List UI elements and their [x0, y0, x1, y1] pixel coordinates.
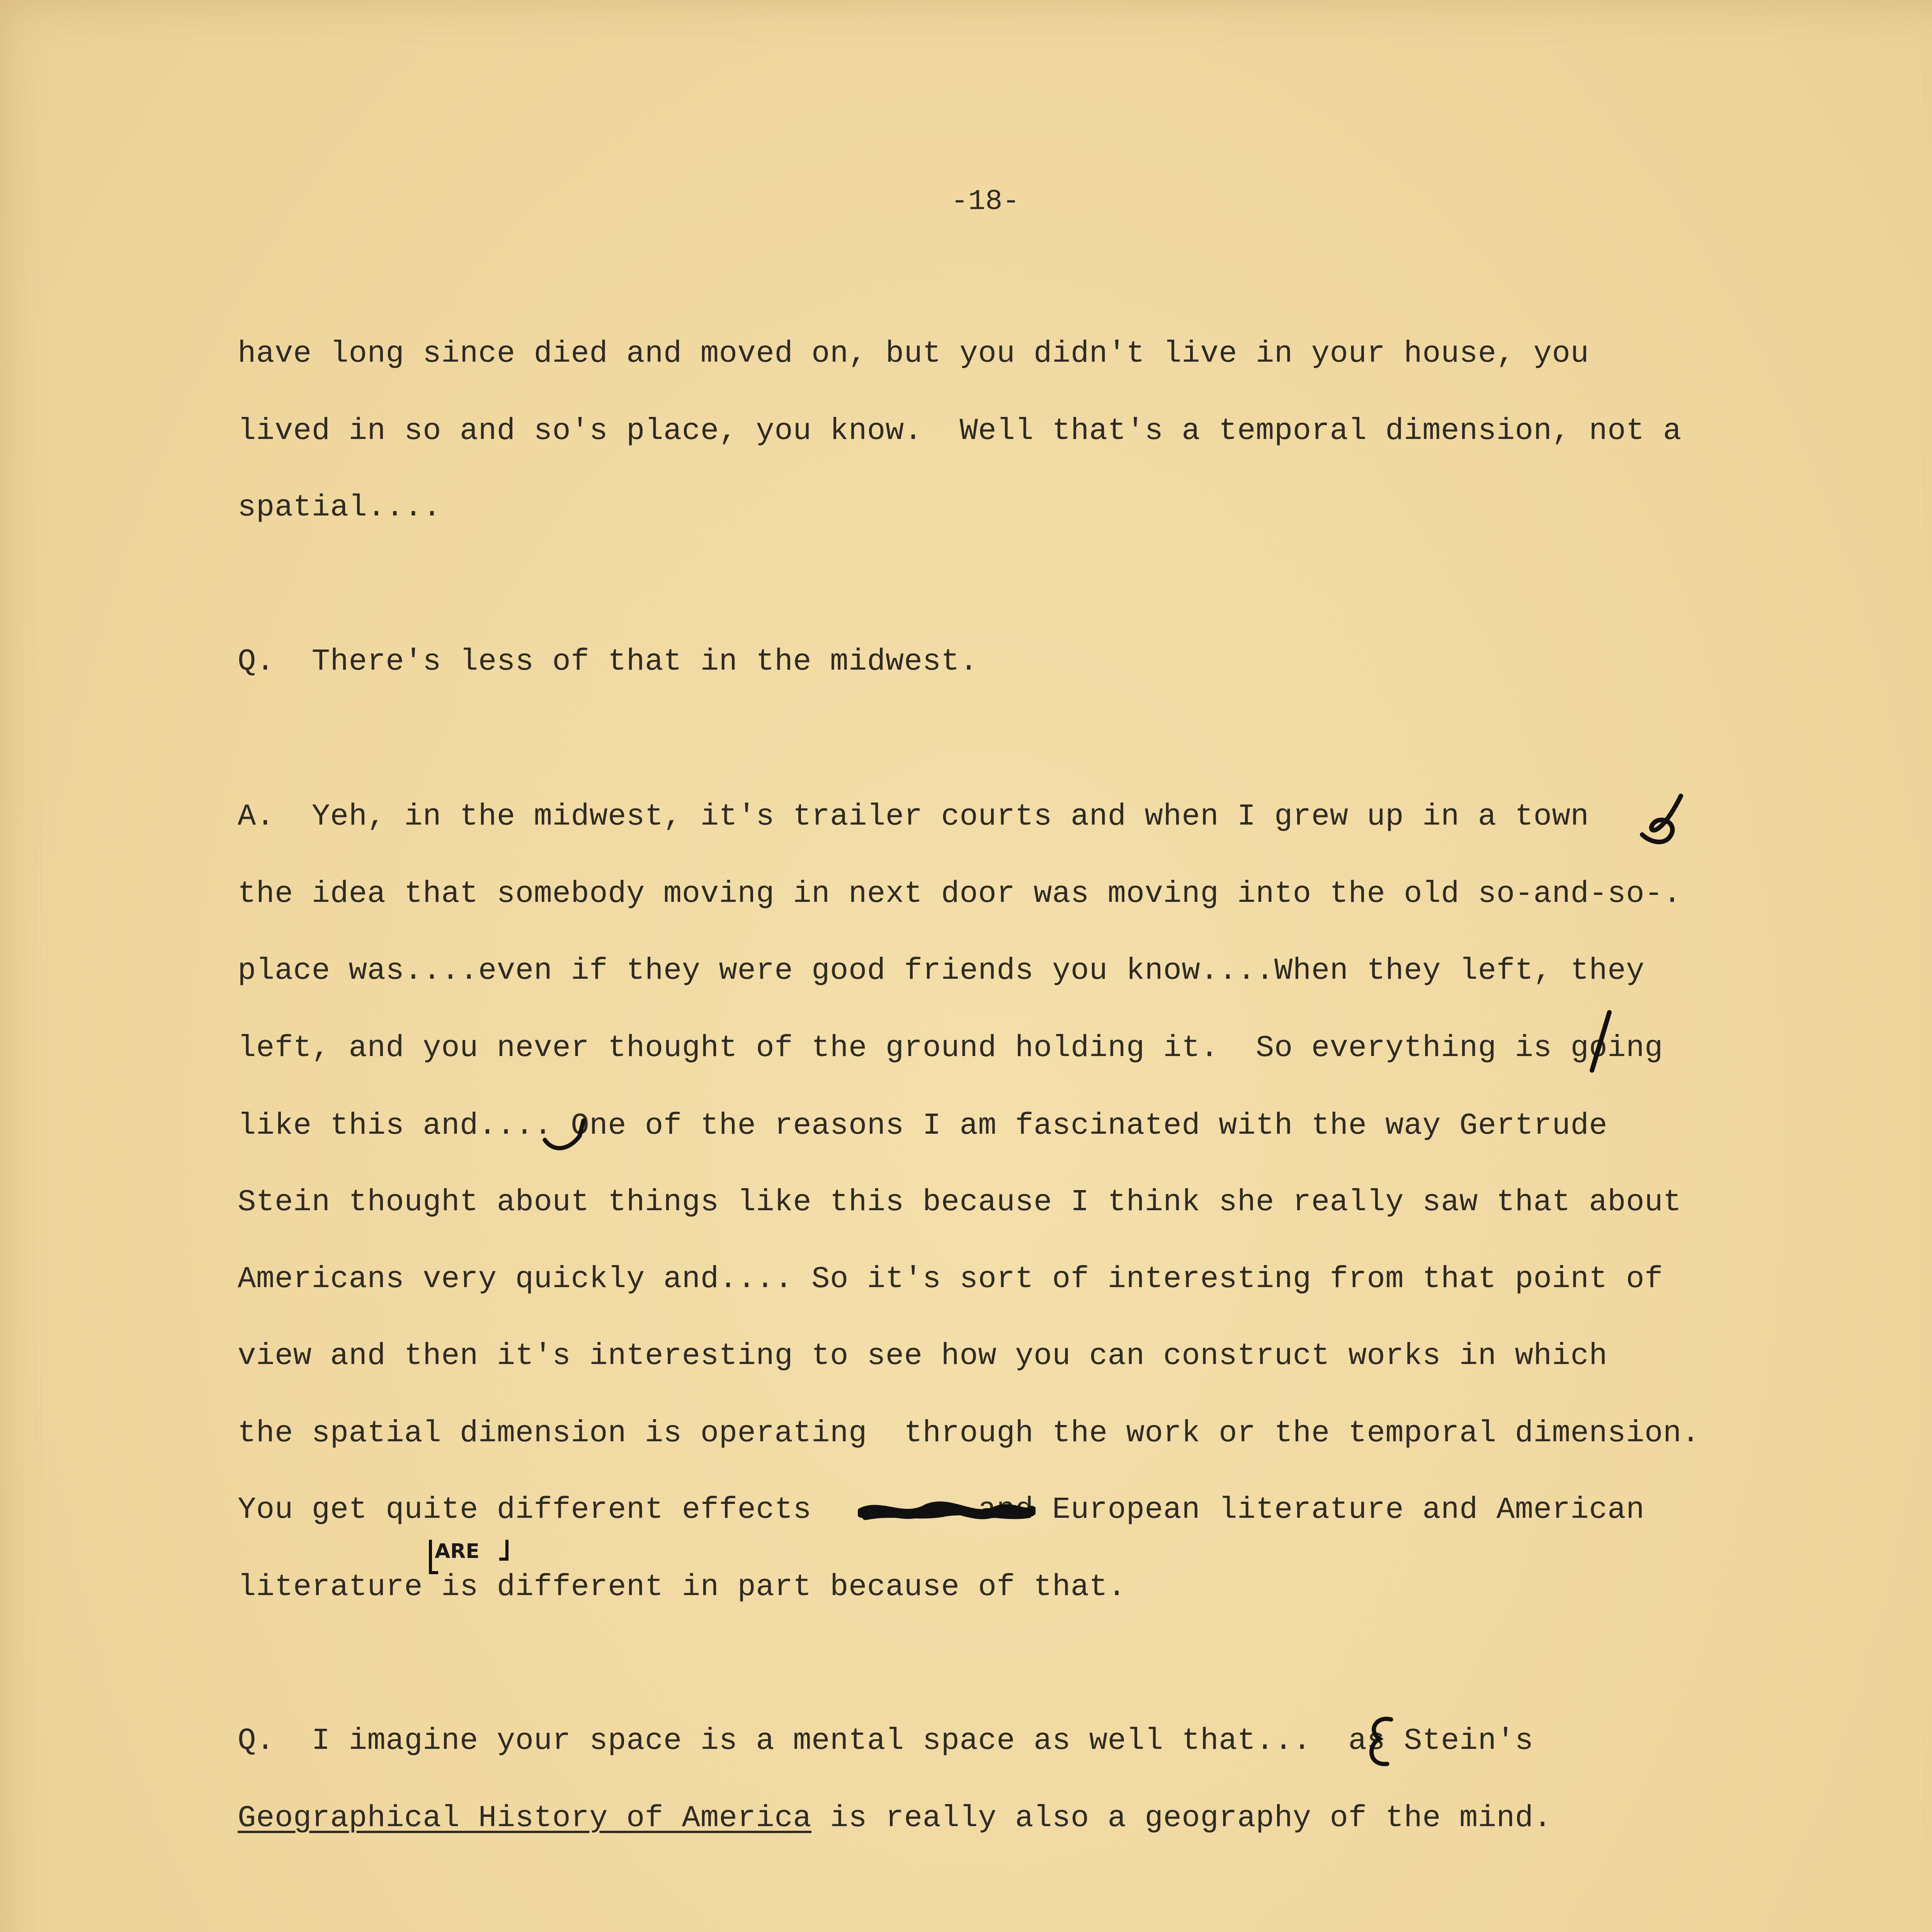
answer-line-2: the idea that somebody moving in next door was moving into the old so-and-so-.: [238, 876, 1682, 911]
text-line-3: spatial....: [238, 490, 441, 525]
answer-line-3: place was....even if they were good friends you know....When they left, they: [238, 953, 1645, 988]
answer-line-10: You get quite different effects and European literature and American: [238, 1492, 1645, 1527]
pen-insert-mark-1: [1634, 788, 1689, 854]
answer-line-5: like this and.... One of the reasons I am fascinated with the way Gertrude: [238, 1108, 1608, 1143]
answer-line-8: view and then it's interesting to see how you can construct works in which: [238, 1338, 1608, 1373]
answer-line-7: Americans very quickly and.... So it's sort of interesting from that point of: [238, 1262, 1663, 1296]
question-line-1: Q. There's less of that in the midwest.: [238, 644, 978, 679]
answer-line-1: A. Yeh, in the midwest, it's trailer courts and when I grew up in a town: [238, 799, 1589, 834]
book-title: Geographical History of America: [238, 1801, 812, 1835]
handwritten-insert: ARE: [435, 1540, 480, 1563]
page-number: -18-: [951, 185, 1020, 218]
question-line-3-rest: is really also a geography of the mind.: [811, 1801, 1552, 1835]
question-line-3: [238, 1801, 1552, 1835]
answer-line-9: the spatial dimension is operating through the work or the temporal dimension.: [238, 1416, 1700, 1451]
answer-line-6: Stein thought about things like this because I think she really saw that about: [238, 1185, 1682, 1219]
question-line-2: Q. I imagine your space is a mental space as well that... as Stein's: [238, 1723, 1534, 1758]
text-line-2: lived in so and so's place, you know. Well that's a temporal dimension, not a: [238, 413, 1682, 448]
answer-line-4: left, and you never thought of the ground holding it. So everything is going: [238, 1031, 1663, 1065]
text-line-1: have long since died and moved on, but you didn't live in your house, you: [238, 336, 1589, 371]
answer-line-11: literature is different in part because of that.: [238, 1570, 1126, 1604]
